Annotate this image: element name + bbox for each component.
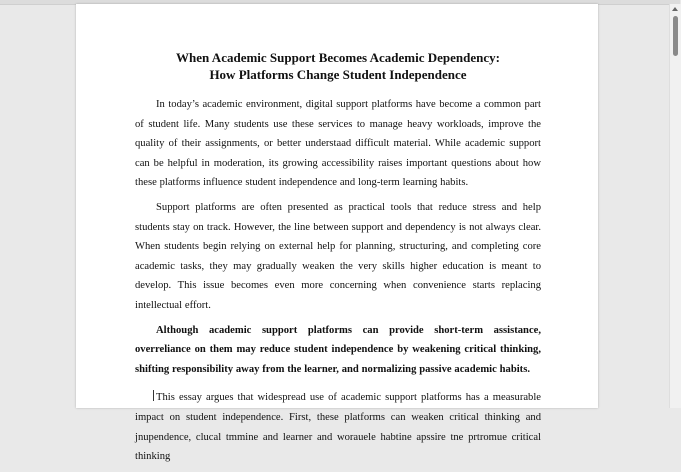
document-body[interactable] xyxy=(135,50,541,472)
vertical-scrollbar[interactable] xyxy=(669,4,681,408)
scrollbar-thumb[interactable] xyxy=(673,16,678,56)
title-line-1: When Academic Support Becomes Academic Dependency: xyxy=(176,50,500,65)
title-line-2: How Platforms Change Student Independence xyxy=(209,66,467,82)
paragraph-4[interactable] xyxy=(135,388,541,466)
document-title xyxy=(135,50,541,83)
paragraph-2[interactable]: Support platforms are often presented as practical tools that reduce stress and help students stay on track. However, the line between support and dependency is not always clear. When students begin relying on external help for planning, structuring, and completing core academic tasks, they may gradually weaken the very skills higher education is meant to develop. This issue becomes even more concerning when convenience starts replacing intellectual effort. xyxy=(135,201,541,311)
paragraph-1[interactable]: In today’s academic environment, digital support platforms have become a common part of student life. Many students use these services to manage heavy workloads, improve the quality of their assignments, or better understaad difficult material. While academic support can be helpful in moderation, its growing accessibility raises important questions about how these platforms influence student independence and long-term learning habits. xyxy=(135,99,541,189)
paragraph-4-text: This essay argues that widespread use of academic support platforms has a measurable impact on student independence. First, these platforms can weaken critical thinking and jnupendence, clucal tmmine and learner and worauele habtine apssire tne prtromue critical thinking xyxy=(135,392,541,463)
text-cursor xyxy=(153,390,154,401)
thesis-paragraph[interactable]: Although academic support platforms can provide short-term assistance, overreliance on them may reduce student independence by weakening critical thinking, shifting responsibility away from the learner, and normalizing passive academic habits. xyxy=(135,324,541,375)
scroll-up-arrow-icon[interactable] xyxy=(672,7,678,11)
document-page[interactable] xyxy=(76,4,598,463)
